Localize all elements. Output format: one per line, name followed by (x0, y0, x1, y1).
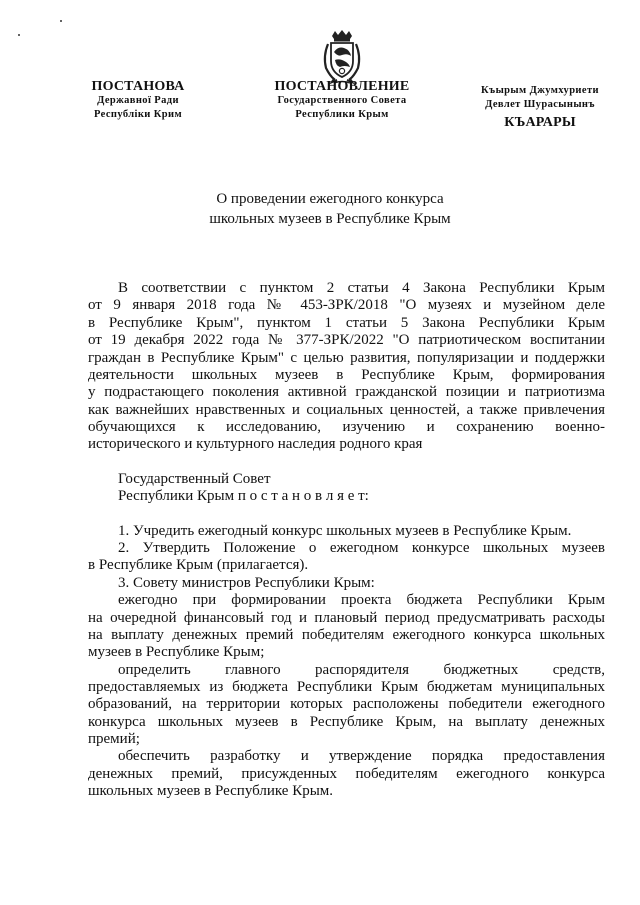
header-right-line1: Къырым Джумхуриети (481, 85, 599, 96)
body-line: обучающихся к исследованию, изучению и сохранению военно- (88, 419, 605, 435)
header-center-line1: Государственного Совета (277, 95, 407, 106)
body-line: школьных музеев в Республике Крым. (88, 783, 334, 799)
body-line: граждан в Республике Крым" с целью развития, популяризации и поддержки (88, 350, 605, 366)
body-line: В соответствии с пунктом 2 статьи 4 Закона Республики Крым (118, 280, 605, 296)
body-line: как важнейших нравственных и социальных ценностей, а также привлечения (88, 402, 605, 418)
body-line: образований, на территории которых расположены победители ежегодного (88, 696, 605, 712)
body-line: конкурса школьных музеев в Республике Крым, на выплату денежных (88, 714, 605, 730)
body-line: 2. Утвердить Положение о ежегодном конкурсе школьных музеев (118, 540, 605, 556)
header-left-title: ПОСТАНОВА (91, 79, 185, 94)
header-left-line1: Державної Ради (97, 95, 179, 106)
body-line: обеспечить разработку и утверждение порядка предоставления (118, 748, 605, 764)
body-line: от 9 января 2018 года № 453-ЗРК/2018 "О музеях и музейном деле (88, 297, 605, 313)
body-line: от 19 декабря 2022 года № 377-ЗРК/2022 "О патриотическом воспитании (88, 332, 605, 348)
header-left-line2: Республіки Крим (93, 109, 183, 120)
header-center-title: ПОСТАНОВЛЕНИЕ (274, 79, 410, 94)
header-crimean-tatar (466, 84, 614, 130)
body-line: на выплату денежных премий победителям ежегодного конкурса школьных (88, 627, 605, 643)
body-line: музеев в Республике Крым; (88, 644, 265, 660)
document-title-line: школьных музеев в Республике Крым (209, 211, 451, 227)
body-line: денежных премий, присужденных победителям ежегодного конкурса (88, 766, 605, 782)
header-right-title: КЪАРАРЫ (504, 115, 576, 130)
body-line: исторического и культурного наследия родного края (88, 436, 423, 452)
header-right-line2: Девлет Шурасынынъ (485, 99, 595, 110)
body-line: предоставляемых из бюджета Республики Крым бюджетам муниципальных (88, 679, 605, 695)
body-line: у подрастающего поколения активной гражданской позиции и патриотизма (88, 384, 605, 400)
body-line: на очередной финансовый год и плановый период предусматривать расходы (88, 610, 605, 626)
body-line: премий; (88, 731, 140, 747)
body-line: Государственный Совет (118, 471, 271, 487)
scan-speck (18, 34, 20, 36)
body-line: 1. Учредить ежегодный конкурс школьных музеев в Республике Крым. (118, 523, 572, 539)
document-title-line: О проведении ежегодного конкурса (216, 191, 444, 207)
coat-of-arms-emblem (320, 30, 364, 86)
body-line: ежегодно при формировании проекта бюджета Республики Крым (118, 592, 605, 608)
document-title (160, 189, 500, 229)
header-center-line2: Республики Крым (295, 109, 389, 120)
header-russian (262, 80, 422, 122)
body-line: в Республике Крым", пунктом 1 статьи 5 Закона Республики Крым (88, 315, 605, 331)
body-line: 3. Совету министров Республики Крым: (118, 575, 375, 591)
body-line: деятельности школьных музеев в Республике Крым, формирования (88, 367, 605, 383)
scan-speck (60, 20, 62, 22)
body-line: в Республике Крым (прилагается). (88, 557, 309, 573)
body-line: Республики Крым п о с т а н о в л я е т: (118, 488, 369, 504)
body-line: определить главного распорядителя бюджетных средств, (118, 662, 605, 678)
header-ukrainian (78, 80, 198, 122)
